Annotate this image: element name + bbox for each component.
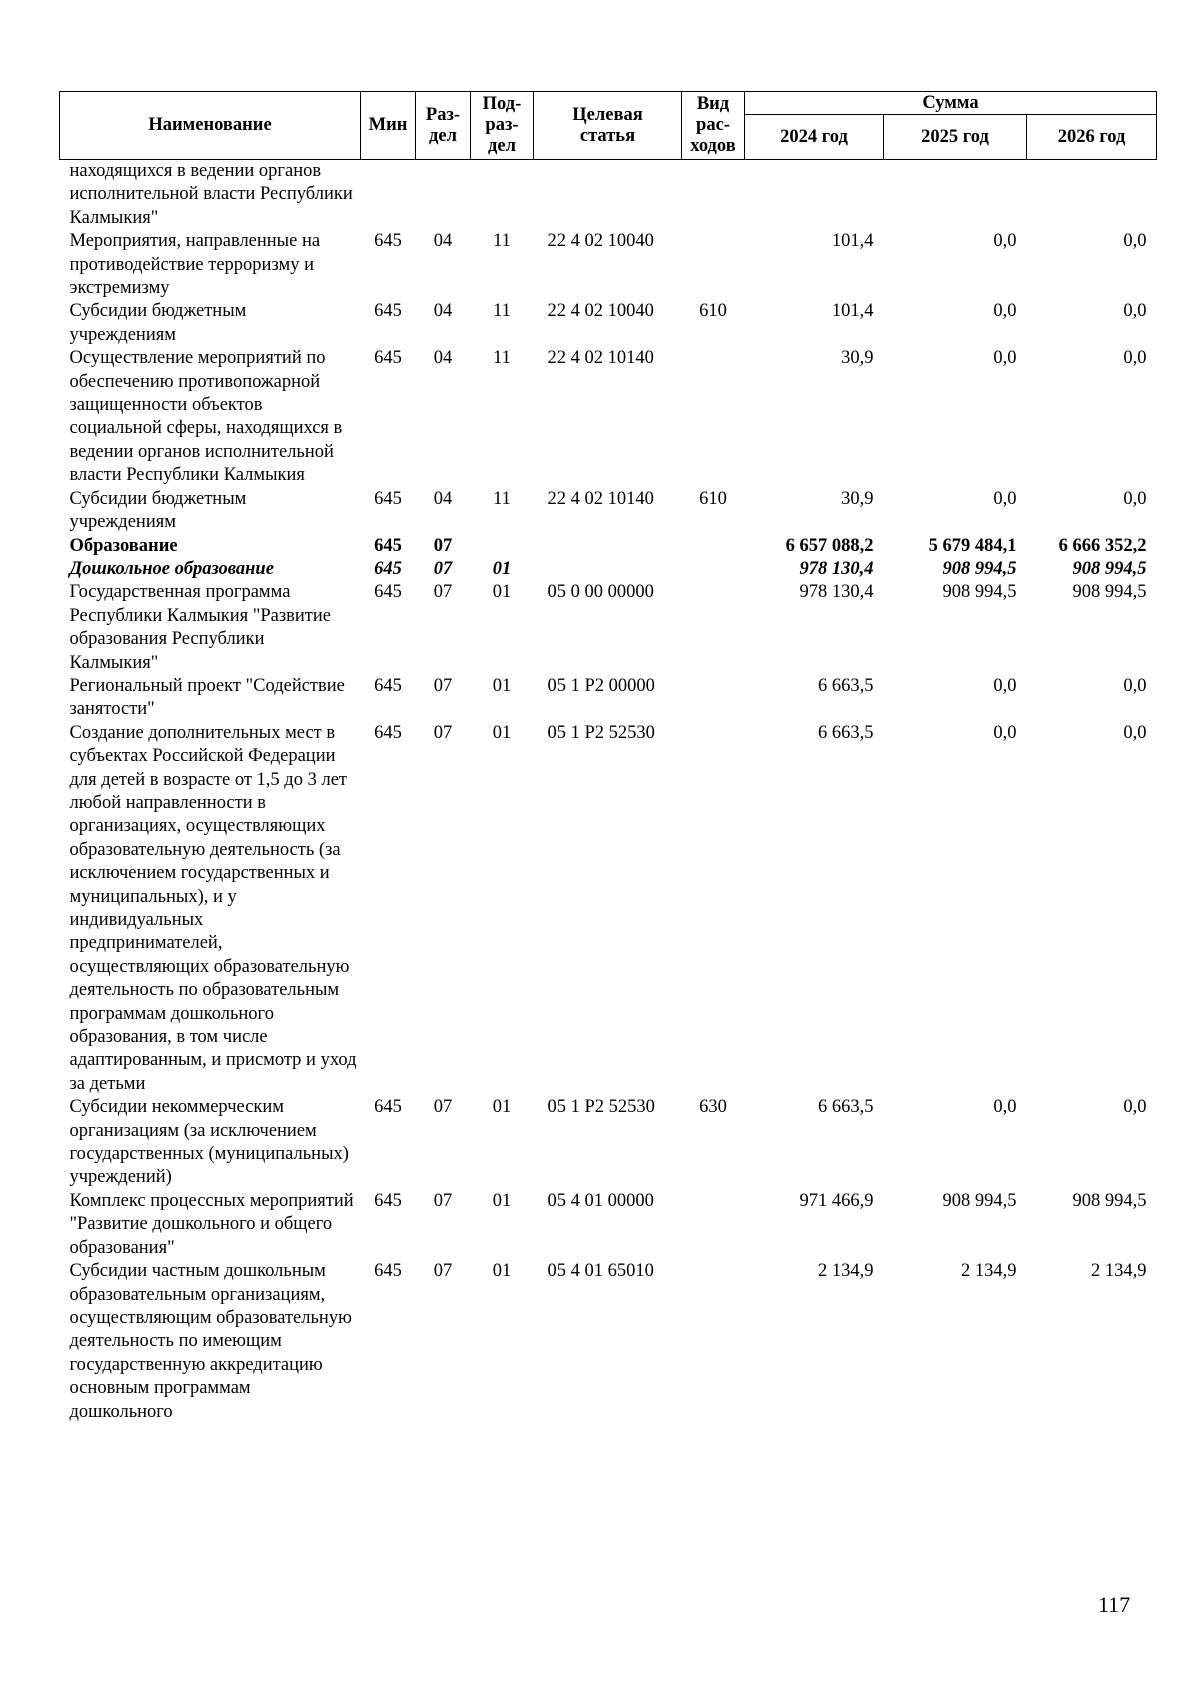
table-row	[60, 488, 1157, 535]
row-section: 04	[433, 231, 453, 252]
table-row	[60, 722, 1157, 1097]
row-min: 645	[374, 1097, 402, 1118]
row-target: 22 4 02 10040	[547, 231, 654, 252]
row-kind	[682, 535, 745, 558]
header-year-2025: 2025 год	[884, 115, 1027, 160]
row-min: 645	[374, 231, 402, 252]
row-min: 645	[374, 582, 402, 603]
row-section: 07	[433, 582, 453, 603]
table-row	[60, 535, 1157, 558]
page-number: 117	[1098, 1592, 1131, 1617]
row-sum-2026: 0,0	[1123, 1097, 1147, 1118]
table-row	[60, 581, 1157, 675]
row-name: Образование	[69, 535, 178, 556]
table-header	[60, 92, 1157, 160]
row-sum-2025: 0,0	[993, 231, 1017, 252]
table-row	[60, 558, 1157, 581]
table-row	[60, 1096, 1157, 1190]
row-subsection: 01	[492, 582, 512, 603]
header-name: Наименование	[60, 92, 361, 160]
table-body	[60, 160, 1157, 1424]
row-subsection: 01	[492, 675, 512, 696]
row-target	[534, 160, 682, 231]
row-kind	[682, 347, 745, 487]
header-min: Мин	[361, 92, 416, 160]
row-min: 645	[374, 301, 402, 322]
row-subsection: 11	[493, 301, 511, 322]
row-sum-2025: 908 994,5	[942, 582, 1017, 603]
row-section: 07	[433, 535, 453, 556]
row-kind: 610	[699, 301, 727, 322]
row-kind	[682, 581, 745, 675]
row-kind	[682, 1260, 745, 1424]
row-section: 07	[433, 558, 453, 579]
header-sum: Сумма	[745, 92, 1157, 115]
row-target	[534, 535, 682, 558]
row-target: 05 4 01 65010	[547, 1261, 654, 1282]
row-sum-2025: 0,0	[993, 348, 1017, 369]
row-sum-2025: 5 679 484,1	[928, 535, 1017, 556]
budget-table	[59, 91, 1157, 1424]
row-kind	[682, 230, 745, 300]
row-section: 07	[433, 1190, 453, 1211]
header-kind: Вид рас- ходов	[682, 92, 745, 160]
row-name: Дошкольное образование	[69, 558, 274, 579]
row-name: Создание дополнительных мест в субъектах Российской Федерации для детей в возрасте от 1,5 до 3 лет любой направленности в организациях, осуществляющих образовательную деятельность (за исключением государственных и муниципальных), и у индивидуальных предпринимателей, осуществляющих образовательную деятельность по образовательным программам дошкольного образования, в том числе адаптированным, и присмотр и уход за детьми	[69, 722, 357, 1094]
row-sum-2024: 30,9	[841, 488, 874, 509]
table-row	[60, 300, 1157, 347]
row-sum-2026: 0,0	[1123, 675, 1147, 696]
row-subsection	[471, 160, 534, 231]
table-row	[60, 347, 1157, 487]
row-sum-2026: 0,0	[1123, 348, 1147, 369]
row-subsection: 01	[492, 1190, 512, 1211]
row-section: 07	[433, 1097, 453, 1118]
row-sum-2026: 908 994,5	[1072, 1190, 1147, 1211]
row-kind: 610	[699, 488, 727, 509]
row-sum-2026: 2 134,9	[1091, 1261, 1147, 1282]
table-row	[60, 230, 1157, 300]
row-name: Осуществление мероприятий по обеспечению противопожарной защищенности объектов социальной сферы, находящихся в ведении органов исполнительной власти Республики Калмыкия	[69, 348, 343, 486]
row-sum-2024: 971 466,9	[799, 1190, 874, 1211]
document-page	[59, 91, 1146, 1424]
row-kind	[682, 160, 745, 231]
row-sum-2026: 0,0	[1123, 301, 1147, 322]
row-min: 645	[374, 488, 402, 509]
row-sum-2025: 0,0	[993, 301, 1017, 322]
row-sum-2025: 0,0	[993, 1097, 1017, 1118]
row-min: 645	[374, 675, 402, 696]
row-target: 22 4 02 10140	[547, 488, 654, 509]
header-year-2026: 2026 год	[1027, 115, 1157, 160]
row-sum-2025: 908 994,5	[942, 558, 1017, 579]
row-sum-2024: 101,4	[831, 301, 874, 322]
row-name: Мероприятия, направленные на противодействие терроризму и экстремизму	[69, 231, 321, 299]
row-section: 04	[433, 301, 453, 322]
row-sum-2024	[745, 160, 884, 231]
row-sum-2024: 978 130,4	[799, 582, 874, 603]
row-sum-2024: 6 663,5	[818, 675, 874, 696]
row-min: 645	[374, 722, 402, 743]
header-year-2024: 2024 год	[745, 115, 884, 160]
row-target: 05 1 P2 52530	[547, 722, 655, 743]
row-name: Комплекс процессных мероприятий "Развитие дошкольного и общего образования"	[69, 1190, 354, 1258]
row-sum-2024: 6 663,5	[818, 722, 874, 743]
row-name: находящихся в ведении органов исполнительной власти Республики Калмыкия"	[69, 161, 353, 228]
row-sum-2025	[884, 160, 1027, 231]
row-subsection: 01	[492, 1261, 512, 1282]
row-sum-2026: 0,0	[1123, 722, 1147, 743]
row-target: 22 4 02 10140	[547, 348, 654, 369]
row-sum-2025: 2 134,9	[961, 1261, 1017, 1282]
row-subsection: 11	[493, 488, 511, 509]
row-kind	[682, 675, 745, 722]
table-row	[60, 160, 1157, 231]
row-sum-2025: 0,0	[993, 675, 1017, 696]
table-row	[60, 1190, 1157, 1260]
row-sum-2024: 6 657 088,2	[785, 535, 874, 556]
row-sum-2026: 6 666 352,2	[1058, 535, 1147, 556]
row-sum-2026	[1027, 160, 1157, 231]
row-sum-2026: 908 994,5	[1072, 558, 1147, 579]
row-min: 645	[374, 535, 402, 556]
row-sum-2024: 2 134,9	[818, 1261, 874, 1282]
row-min: 645	[374, 1190, 402, 1211]
row-subsection: 01	[492, 722, 512, 743]
row-subsection: 01	[492, 558, 512, 579]
row-min: 645	[374, 1261, 402, 1282]
row-sum-2026: 0,0	[1123, 231, 1147, 252]
table-row	[60, 675, 1157, 722]
row-kind: 630	[699, 1097, 727, 1118]
row-section: 04	[433, 488, 453, 509]
row-kind	[682, 722, 745, 1097]
row-sum-2025: 0,0	[993, 488, 1017, 509]
row-name: Субсидии бюджетным учреждениям	[69, 488, 247, 533]
row-min	[361, 160, 416, 231]
row-sum-2026: 908 994,5	[1072, 582, 1147, 603]
row-target: 05 0 00 00000	[547, 582, 654, 603]
row-kind	[682, 558, 745, 581]
row-sum-2024: 978 130,4	[799, 558, 874, 579]
table-row	[60, 1260, 1157, 1424]
row-sum-2024: 6 663,5	[818, 1097, 874, 1118]
row-target: 05 4 01 00000	[547, 1190, 654, 1211]
row-section	[416, 160, 471, 231]
row-target: 05 1 P2 00000	[547, 675, 655, 696]
row-sum-2025: 0,0	[993, 722, 1017, 743]
row-name: Субсидии частным дошкольным образовательным организациям, осуществляющим образовательную деятельность по имеющим государственную аккредитацию основным программам дошкольного	[69, 1261, 352, 1422]
row-section: 07	[433, 1261, 453, 1282]
row-subsection: 11	[493, 348, 511, 369]
row-kind	[682, 1190, 745, 1260]
row-sum-2025: 908 994,5	[942, 1190, 1017, 1211]
row-sum-2026: 0,0	[1123, 488, 1147, 509]
header-section: Раз- дел	[416, 92, 471, 160]
row-subsection	[471, 535, 534, 558]
row-target: 05 1 P2 52530	[547, 1097, 655, 1118]
row-name: Субсидии бюджетным учреждениям	[69, 301, 247, 345]
header-target: Целевая статья	[534, 92, 682, 160]
row-sum-2024: 30,9	[841, 348, 874, 369]
row-section: 07	[433, 722, 453, 743]
row-name: Субсидии некоммерческим организациям (за исключением государственных (муниципальных) учреждений)	[69, 1097, 349, 1188]
row-subsection: 01	[492, 1097, 512, 1118]
row-subsection: 11	[493, 231, 511, 252]
row-name: Региональный проект "Содействие занятости"	[69, 675, 345, 720]
row-min: 645	[374, 348, 402, 369]
row-section: 07	[433, 675, 453, 696]
row-target	[534, 558, 682, 581]
header-subsection: Под- раз- дел	[471, 92, 534, 160]
row-section: 04	[433, 348, 453, 369]
row-target: 22 4 02 10040	[547, 301, 654, 322]
row-name: Государственная программа Республики Калмыкия "Развитие образования Республики Калмыкия"	[69, 582, 331, 673]
row-min: 645	[374, 558, 402, 579]
row-sum-2024: 101,4	[831, 231, 874, 252]
